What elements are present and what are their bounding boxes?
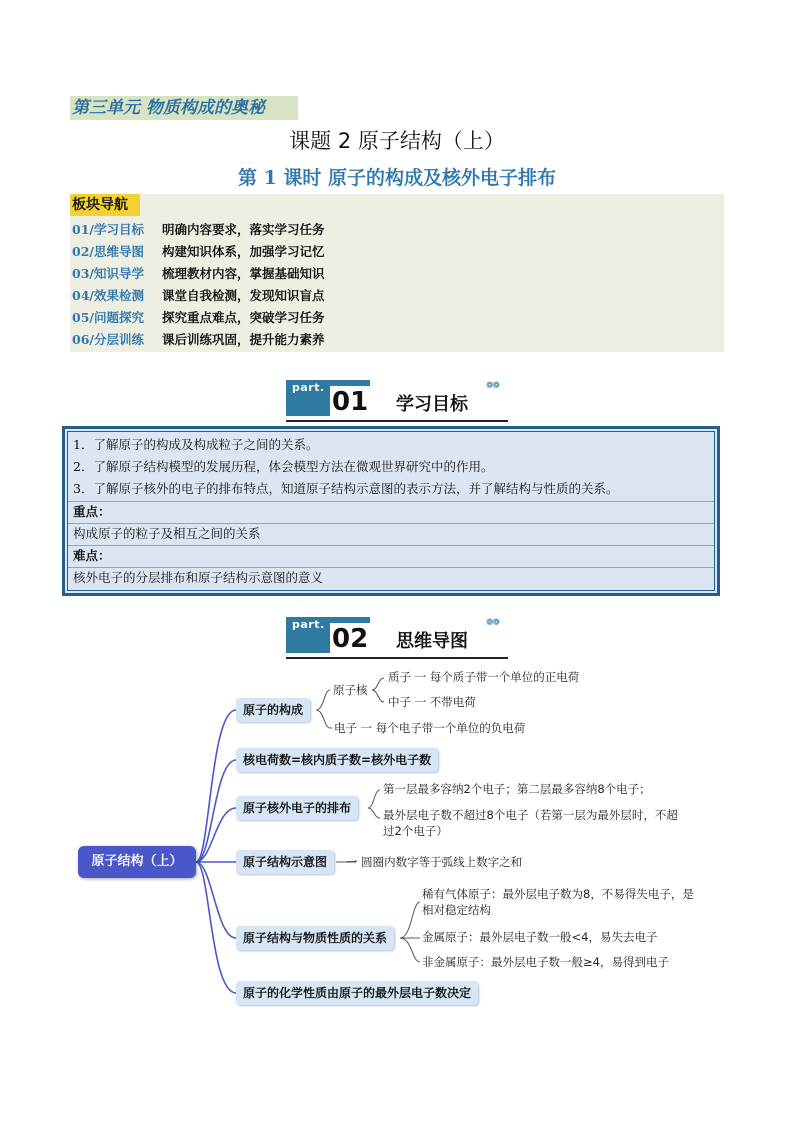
nav-heading: 板块导航 xyxy=(70,194,140,216)
metal-atom-text: 金属原子：最外层电子数一般<4，易失去电子 xyxy=(422,930,658,944)
proton-text: 质子 一 每个质子带一个单位的正电荷 xyxy=(388,670,580,684)
part-label: 思维导图 xyxy=(396,631,468,652)
neutron-text: 中子 一 不带电荷 xyxy=(388,695,476,709)
part-word: part. xyxy=(292,618,325,631)
nav-item-desc: 课后训练巩固，提升能力素养 xyxy=(162,332,325,347)
nav-item-code: 02/思维导图 xyxy=(72,244,144,259)
decor-dots-icon: ❁❁ xyxy=(486,618,500,628)
part-02-banner xyxy=(286,617,508,661)
nav-item-desc: 课堂自我检测，发现知识盲点 xyxy=(162,288,325,303)
branch-atom-composition: 原子的构成 xyxy=(236,698,310,722)
key-point-text: 构成原子的粒子及相互之间的关系 xyxy=(73,526,261,541)
nav-item-desc: 探究重点难点，突破学习任务 xyxy=(162,310,325,325)
sub-title: 第 1 课时 原子的构成及核外电子排布 xyxy=(237,167,557,189)
nav-item-code: 01/学习目标 xyxy=(72,222,144,237)
goal-line: 2．了解原子结构模型的发展历程，体会模型方法在微观世界研究中的作用。 xyxy=(73,459,494,474)
nucleus-label: 原子核 xyxy=(333,683,368,697)
nav-item-desc: 明确内容要求，落实学习任务 xyxy=(162,222,325,237)
arrangement-line-2a: 最外层电子数不超过8个电子（若第一层为最外层时，不超 xyxy=(383,808,678,822)
mind-map-root: 原子结构（上） xyxy=(78,846,196,878)
noble-gas-text-a: 稀有气体原子：最外层电子数为8，不易得失电子，是 xyxy=(422,887,694,901)
branch-structure-diagram: 原子结构示意图 xyxy=(236,850,334,874)
difficulty-label: 难点： xyxy=(73,548,111,563)
difficulty-text: 核外电子的分层排布和原子结构示意图的意义 xyxy=(73,570,324,585)
nav-item-code: 06/分层训练 xyxy=(72,332,144,347)
electron-text: 电子 一 每个电子带一个单位的负电荷 xyxy=(334,721,526,735)
learning-goals-box xyxy=(62,426,720,596)
branch-charge-equality: 核电荷数=核内质子数=核外电子数 xyxy=(236,748,438,772)
mind-map xyxy=(0,660,794,1020)
branch-chemical-property: 原子的化学性质由原子的最外层电子数决定 xyxy=(236,981,478,1005)
key-point-label: 重点： xyxy=(73,504,111,519)
arrangement-line-1: 第一层最多容纳2个电子；第二层最多容纳8个电子； xyxy=(383,782,651,796)
part-01-banner xyxy=(286,380,508,424)
unit-title: 第三单元 物质构成的奥秘 xyxy=(70,96,298,120)
section-navigation xyxy=(70,194,724,352)
part-word: part. xyxy=(292,381,325,394)
arrangement-line-2b: 过2个电子） xyxy=(383,824,448,838)
nonmetal-atom-text: 非金属原子：最外层电子数一般≥4，易得到电子 xyxy=(422,955,669,969)
lesson-title: 课题 2 原子结构（上） xyxy=(289,129,505,153)
goal-line: 3．了解原子核外的电子的排布特点，知道原子结构示意图的表示方法，并了解结构与性质的关系。 xyxy=(73,481,619,496)
part-underline xyxy=(286,657,508,659)
goal-line: 1．了解原子的构成及构成粒子之间的关系。 xyxy=(73,437,319,452)
branch-structure-property: 原子结构与物质性质的关系 xyxy=(236,926,394,950)
mind-map-connectors xyxy=(0,660,794,1020)
diagram-note: 一 圆圈内数字等于弧线上数字之和 xyxy=(346,855,523,869)
nav-item-code: 04/效果检测 xyxy=(72,288,144,303)
part-number: 02 xyxy=(330,623,372,655)
noble-gas-text-b: 相对稳定结构 xyxy=(422,903,491,917)
nav-item-desc: 梳理教材内容，掌握基础知识 xyxy=(162,266,325,281)
nav-item-code: 05/问题探究 xyxy=(72,310,144,325)
part-number: 01 xyxy=(330,386,372,418)
branch-electron-arrangement: 原子核外电子的排布 xyxy=(236,796,358,820)
part-label: 学习目标 xyxy=(396,394,468,415)
decor-dots-icon: ❁❁ xyxy=(486,381,500,391)
nav-item-desc: 构建知识体系，加强学习记忆 xyxy=(162,244,325,259)
nav-item-code: 03/知识导学 xyxy=(72,266,144,281)
part-underline xyxy=(286,420,508,422)
